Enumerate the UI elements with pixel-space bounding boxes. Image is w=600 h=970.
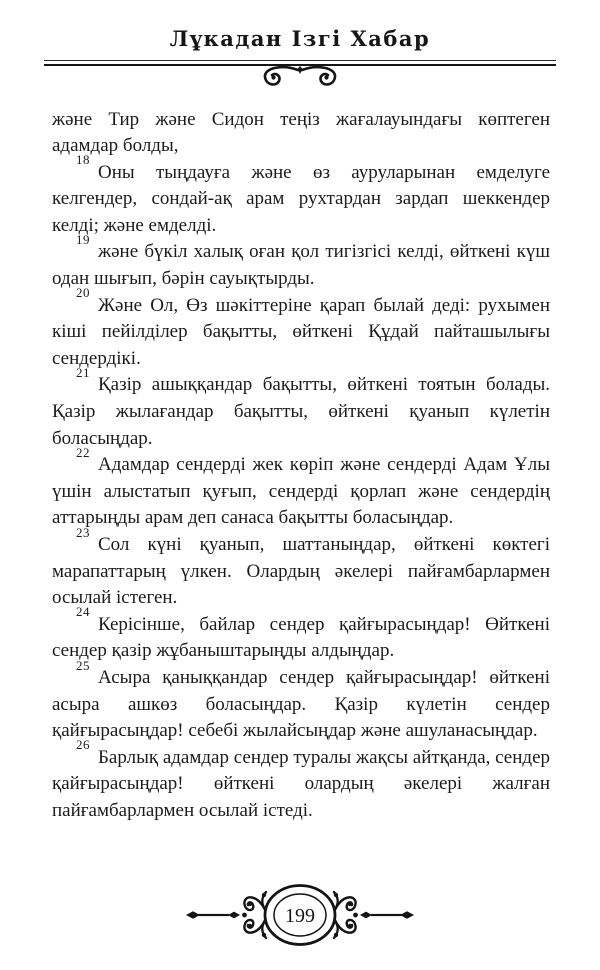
verse-number: 23 — [76, 524, 90, 540]
verse-number: 26 — [76, 737, 90, 753]
verse-number: 18 — [76, 152, 90, 168]
verse-paragraph — [52, 657, 550, 745]
verse-text: Барлық адамдар сендер туралы жақсы айтқанда, сендер қайғырасыңдар! өйткені олардың әкелері жалған пайғамбарлармен осылай істеді. — [52, 746, 550, 821]
verse-text: Қазір ашыққандар бақытты, өйткені тоятын болады. Қазір жылағандар бақытты, өйткені қуанып күлетін боласыңдар. — [52, 374, 550, 449]
verse-text: және бүкіл халық оған қол тигізгісі келді, өйткені күш одан шығып, бәрін сауықтырды. — [52, 241, 550, 290]
verse-text: Сол күні қуанып, шаттаныңдар, өйткені көктегі марапаттарың үлкен. Олардың әкелері пайғамбарлармен осылай істеген. — [52, 534, 550, 609]
verse-number: 19 — [76, 232, 90, 248]
verse-text: Оны тыңдауға және өз ауруларынан емделуге келгендер, сондай-ақ арам рухтардан зардап шеккендер келді; және емделді. — [52, 161, 550, 236]
verse-paragraph — [52, 524, 550, 612]
scripture-text — [52, 107, 550, 825]
verse-number: 21 — [76, 365, 90, 381]
verse-number: 22 — [76, 444, 90, 460]
verse-paragraph — [52, 604, 550, 665]
page-number: 199 — [285, 905, 315, 927]
continuation-paragraph: және Тир және Сидон теңіз жағалауындағы көптеген адамдар болды, — [52, 108, 550, 157]
verse-text: Және Ол, Өз шәкіттеріне қарап былай деді: рухымен кіші пейілділер бақытты, өйткені Құдай пайташылығы сендердікі. — [52, 294, 550, 369]
page-title: Лұкадан Ізгі Хабар — [169, 26, 431, 51]
verse-number: 24 — [76, 604, 90, 620]
footer-wing-left — [186, 892, 266, 938]
verse-paragraph — [52, 232, 550, 292]
verse-list — [52, 152, 550, 825]
verse-paragraph — [52, 152, 550, 240]
verse-text: Асыра қаныққандар сендер қайғырасыңдар! өйткені асыра ашкөз боласыңдар. Қазір күлетін сендер қайғырасыңдар! себебі жылайсыңдар және ашуланасыңдар. — [52, 666, 550, 742]
verse-paragraph — [52, 737, 550, 825]
verse-paragraph — [52, 444, 550, 532]
header-rule-thin — [44, 60, 556, 61]
verse-number: 20 — [76, 285, 90, 301]
verse-number: 25 — [76, 657, 90, 673]
verse-text: Керісінше, байлар сендер қайғырасыңдар! Өйткені сендер қазір жұбаныштарыңды алдыңдар. — [52, 613, 550, 662]
page-header — [0, 0, 600, 91]
page-footer — [0, 878, 600, 952]
scroll-flourish-icon — [236, 65, 364, 91]
verse-paragraph — [52, 365, 550, 452]
footer-wing-right — [334, 892, 414, 938]
header-ornament — [0, 65, 600, 91]
verse-text: Адамдар сендерді жек көріп және сендерді Адам Ұлы үшін алыстатып қуғып, сендерді қорлап және сендердің аттарыңды арам деп санаса бақытты боласыңдар. — [52, 454, 550, 529]
page-number-medallion-icon — [184, 878, 416, 952]
verse-paragraph — [52, 285, 550, 373]
